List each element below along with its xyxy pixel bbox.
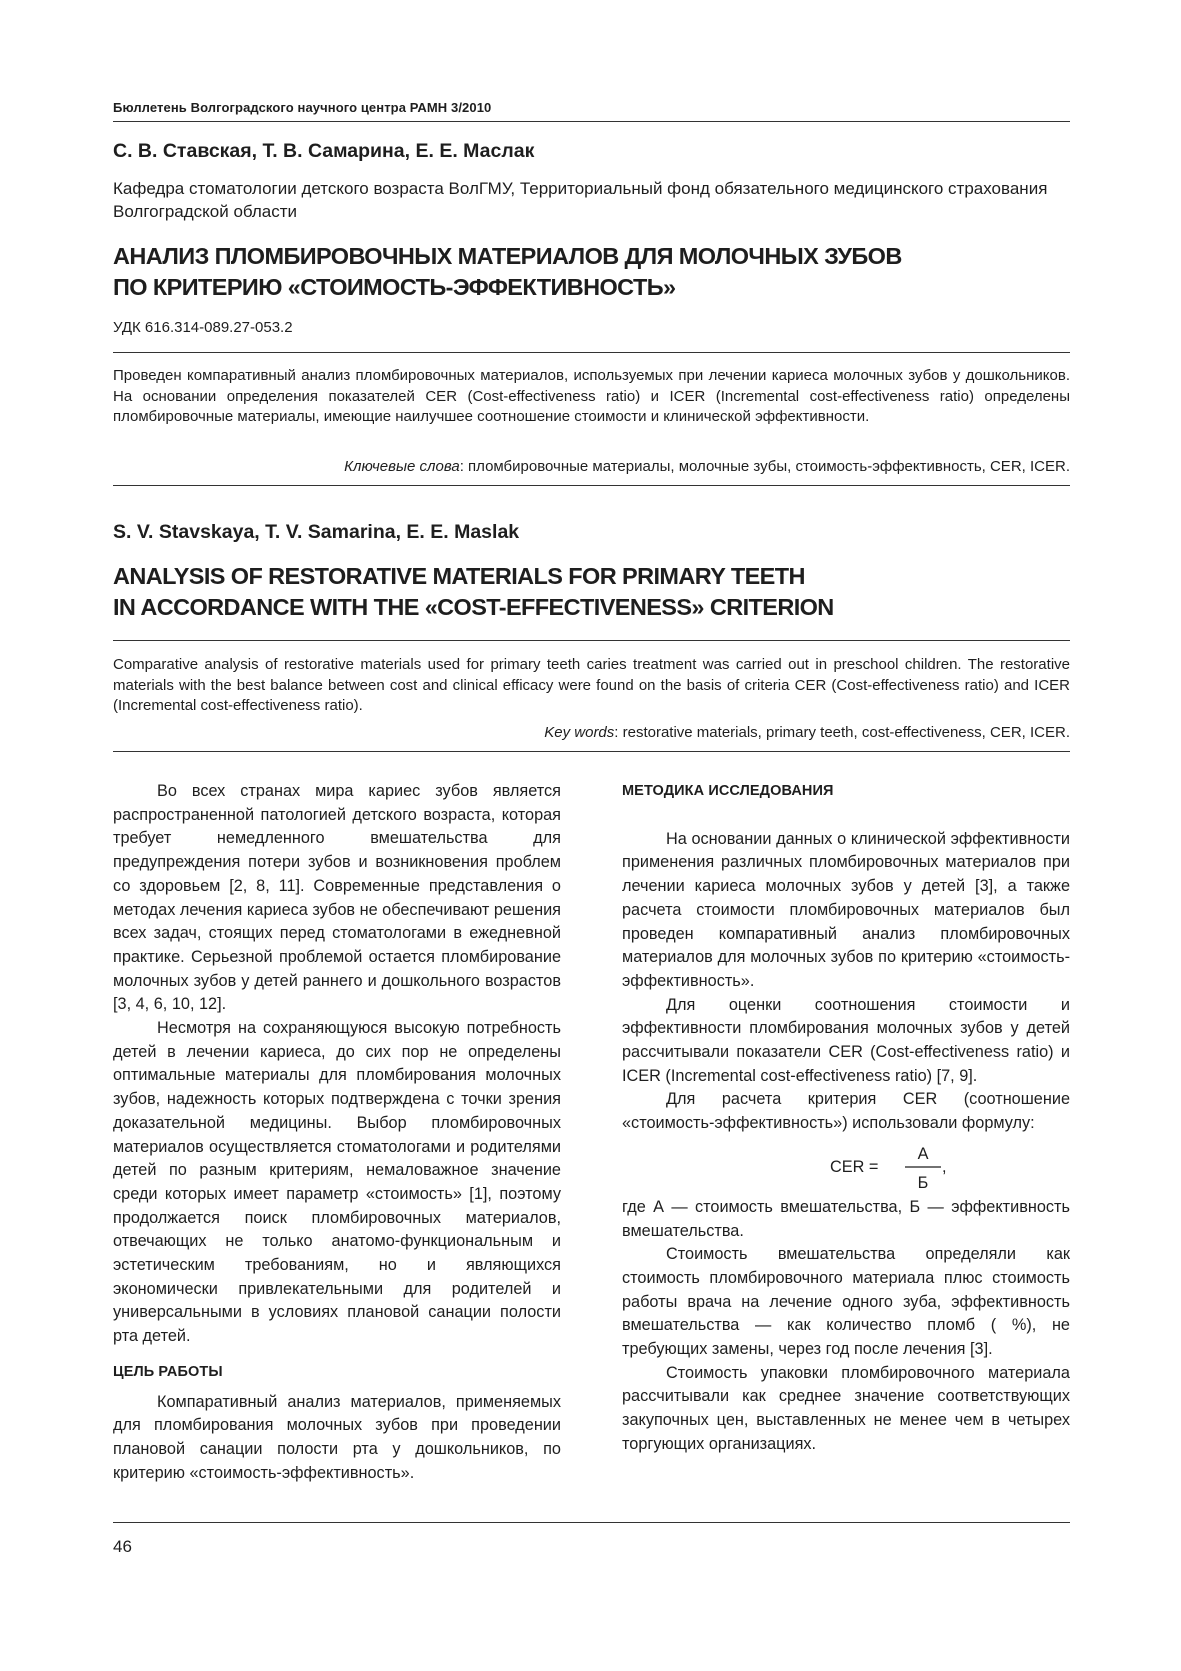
abstract-ru-bottom-rule xyxy=(113,485,1070,486)
intro-paragraph-1: Во всех странах мира кариес зубов является распространенной патологией детского возраста, которая требует немедленного вмешательства для предупреждения потери зубов и возникновения проблем со здоровьем [2, 8, 11]. Современные представления о методах лечения кариеса зубов не обеспечивают решения всех задач, стоящих перед стоматологами в ежедневной практике. Серьезной проблемой остается пломбирование молочных зубов у детей раннего и дошкольного возрастов [3, 4, 6, 10, 12]. xyxy=(113,782,561,1014)
formula-lhs: CER = xyxy=(830,1157,879,1176)
methods-heading: МЕТОДИКА ИССЛЕДОВАНИЯ xyxy=(622,783,834,799)
right-column xyxy=(622,780,1070,1457)
methods-paragraph-2: Для оценки соотношения стоимости и эффективности пломбирования молочных зубов у детей рассчитывали показатели CER (Cost-effectiveness ratio) и ICER (Incremental cost-effectiveness ratio) [7, 9]. xyxy=(622,995,1070,1085)
keywords-ru-label: Ключевые слова xyxy=(344,458,460,475)
footer-rule xyxy=(113,1522,1070,1523)
aim-paragraph: Компаративный анализ материалов, применяемых для пломбирования молочных зубов при проведении плановой санации полости рта у дошкольников, по критерию «стоимость-эффективность». xyxy=(113,1392,561,1482)
methods-paragraph-3: Для расчета критерия CER (соотношение «стоимость-эффективность») использовали формулу: xyxy=(622,1090,1070,1133)
title-en-line2: IN ACCORDANCE WITH THE «COST-EFFECTIVENESS» CRITERION xyxy=(113,594,834,620)
aim-heading: ЦЕЛЬ РАБОТЫ xyxy=(113,1363,223,1380)
title-ru-line2: ПО КРИТЕРИЮ «СТОИМОСТЬ-ЭФФЕКТИВНОСТЬ» xyxy=(113,274,676,300)
header-rule xyxy=(113,121,1070,122)
formula-explanation: где А — стоимость вмешательства, Б — эффективность вмешательства. xyxy=(622,1197,1070,1240)
title-en-line1: ANALYSIS OF RESTORATIVE MATERIALS FOR PRIMARY TEETH xyxy=(113,563,805,589)
keywords-en-label: Key words xyxy=(544,724,615,741)
udc-code: УДК 616.314-089.27-053.2 xyxy=(113,319,293,336)
title-ru-line1: АНАЛИЗ ПЛОМБИРОВОЧНЫХ МАТЕРИАЛОВ ДЛЯ МОЛОЧНЫХ ЗУБОВ xyxy=(113,243,902,269)
formula-comma: , xyxy=(942,1157,947,1176)
title-en xyxy=(113,561,1073,623)
cer-formula-graphic xyxy=(830,1136,970,1196)
formula-denominator: Б xyxy=(917,1173,929,1192)
methods-paragraph-6: Стоимость упаковки пломбировочного материала рассчитывали как среднее значение соответствующих закупочных цен, выставленных не менее чем в четырех торгующих организациях. xyxy=(622,1363,1070,1453)
keywords-en xyxy=(113,724,1070,741)
affiliation-ru: Кафедра стоматологии детского возраста ВолГМУ, Территориальный фонд обязательного медицинского страхования Волгоградской области xyxy=(113,179,1048,221)
methods-paragraph-1: На основании данных о клинической эффективности применения различных пломбировочных материалов при лечении кариеса молочных зубов у детей [3], а также расчета стоимости пломбировочных материалов был проведен компаративный анализ пломбировочных материалов для молочных зубов по критерию «стоимость-эффективность». xyxy=(622,829,1070,990)
methods-paragraph-5: Стоимость вмешательства определяли как стоимость пломбировочного материала плюс стоимость работы врача на лечение одного зуба, эффективность вмешательства — как количество пломб ( %), не требующих замены, через год после лечения [3]. xyxy=(622,1245,1070,1359)
abstract-ru: Проведен компаративный анализ пломбировочных материалов, используемых при лечении кариеса молочных зубов у дошкольников. На основании определения показателей CER (Cost-effectiveness ratio) и ICER (Incremental cost-effectiveness ratio) определены пломбировочные материалы, имеющие наилучшее соотношение стоимости и клинической эффективности. xyxy=(113,367,1070,425)
authors-en: S. V. Stavskaya, T. V. Samarina, E. E. Maslak xyxy=(113,521,520,543)
intro-paragraph-2: Несмотря на сохраняющуюся высокую потребность детей в лечении кариеса, до сих пор не определены оптимальные материалы для пломбирования молочных зубов, надежность которых подтверждена с точки зрения доказательной медицины. Выбор пломбировочных материалов осуществляется стоматологами и родителями детей по разным критериям, немаловажное значение среди которых имеет параметр «стоимость» [1], поэтому продолжается поиск пломбировочных материалов, отвечающих не только анатомо-функциональным и эстетическим требованиям, но и являющихся экономически привлекательными для родителей и универсальными в условиях плановой санации полости рта детей. xyxy=(113,1019,561,1346)
cer-formula xyxy=(622,1136,1070,1196)
authors-ru: С. В. Ставская, Т. В. Самарина, Е. Е. Маслак xyxy=(113,140,535,162)
keywords-ru-text: : пломбировочные материалы, молочные зубы, стоимость-эффективность, CER, ICER. xyxy=(459,458,1070,475)
formula-numerator: А xyxy=(917,1144,929,1163)
keywords-en-text: : restorative materials, primary teeth, cost-effectiveness, CER, ICER. xyxy=(614,724,1070,741)
page-number: 46 xyxy=(113,1537,132,1556)
left-column xyxy=(113,780,561,1485)
journal-header: Бюллетень Волгоградского научного центра РАМН 3/2010 xyxy=(113,100,492,115)
keywords-ru xyxy=(113,458,1070,475)
title-ru xyxy=(113,241,1073,303)
abstract-en-top-rule xyxy=(113,640,1070,641)
abstract-en: Comparative analysis of restorative materials used for primary teeth caries treatment was carried out in preschool children. The restorative materials with the best balance between cost and clinical efficacy were found on the basis of criteria CER (Cost-effectiveness ratio) and ICER (Incremental cost-effectiveness ratio). xyxy=(113,656,1070,714)
abstract-en-bottom-rule xyxy=(113,751,1070,752)
abstract-ru-top-rule xyxy=(113,352,1070,353)
